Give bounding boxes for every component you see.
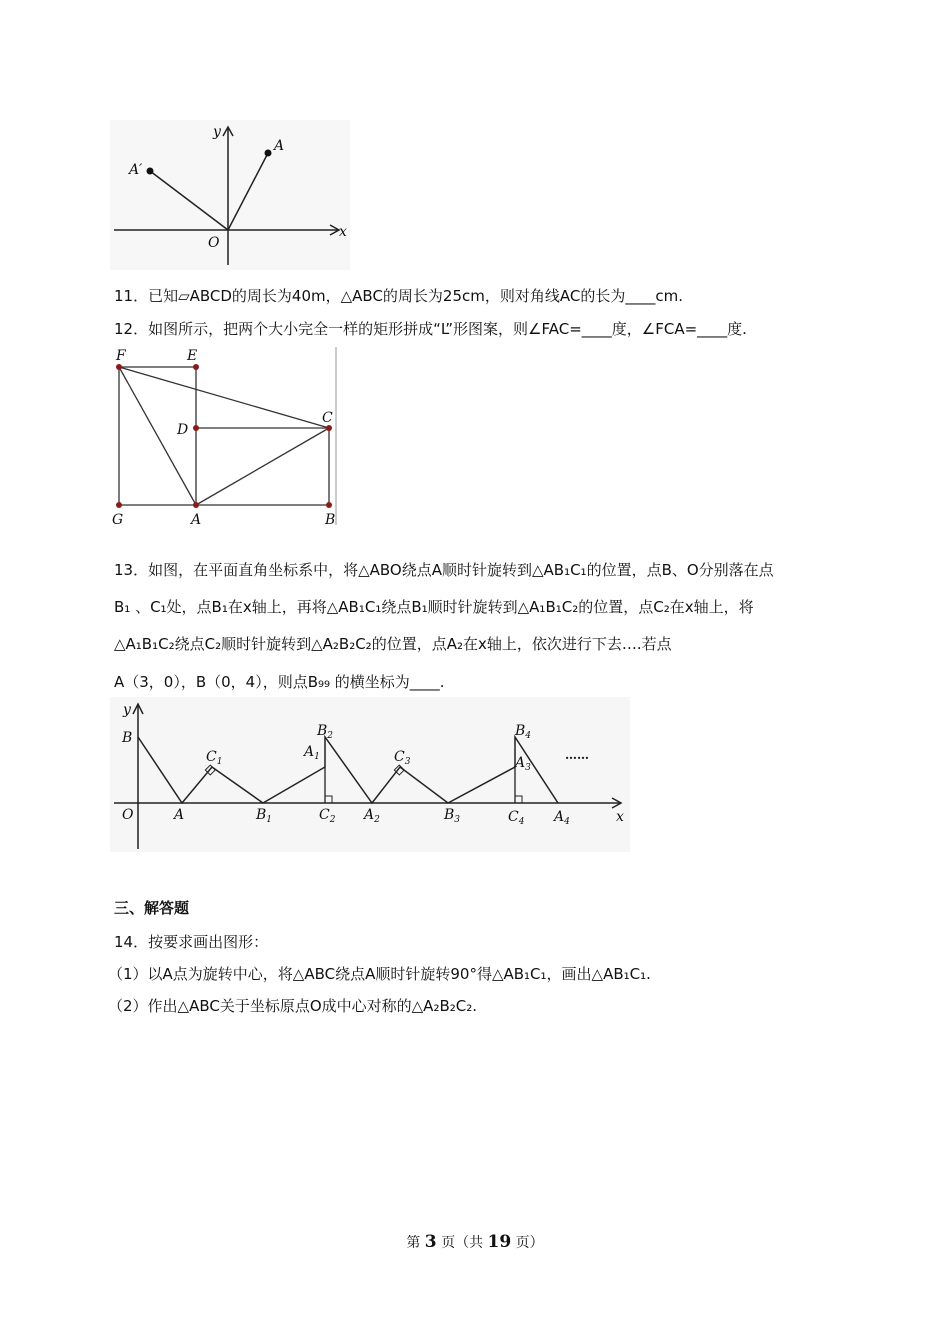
label-c: C: [322, 410, 333, 426]
label-a3: $A_3$: [515, 755, 531, 773]
point-g: [116, 502, 122, 508]
footer-total-pages: 19: [487, 1232, 512, 1252]
label-b1: $B_1$: [256, 807, 273, 825]
label-x: x: [339, 224, 347, 240]
label-g: G: [112, 512, 124, 528]
label-y: y: [213, 124, 221, 140]
label-a-prime: A′: [129, 162, 143, 178]
label-f: F: [116, 348, 126, 364]
label-a1: $A_1$: [304, 744, 320, 762]
label-b4: $B_4$: [515, 723, 532, 741]
section-3-title: 三、解答题: [114, 899, 190, 917]
footer-middle: 页（共: [441, 1235, 484, 1251]
label-b: B: [122, 730, 133, 746]
figure-background: [110, 697, 630, 852]
point-d: [193, 425, 199, 431]
figure-q10: [110, 120, 350, 270]
point-a-prime: [147, 168, 154, 175]
label-o: O: [208, 235, 220, 251]
label-c1: $C_1$: [206, 749, 223, 767]
page-footer: [0, 1232, 950, 1252]
label-c3: $C_3$: [394, 749, 411, 767]
label-o: O: [122, 807, 134, 823]
segment-ac: [196, 428, 329, 505]
point-a: [265, 150, 272, 157]
label-a: A: [174, 807, 185, 823]
point-e: [193, 364, 199, 370]
question-11: 11．已知▱ABCD的周长为40m，△ABC的周长为25cm，则对角线AC的长为____cm.: [114, 287, 683, 305]
label-e: E: [187, 348, 198, 364]
question-13-line-1: 13．如图，在平面直角坐标系中，将△ABO绕点A顺时针旋转到△AB₁C₁的位置，点B、O分别落在点: [114, 561, 774, 579]
label-c4: $C_4$: [508, 809, 525, 827]
label-ellipsis: ……: [565, 748, 589, 762]
question-14-part-1: （1）以A点为旋转中心，将△ABC绕点A顺时针旋转90°得△AB₁C₁，画出△AB₁C₁.: [108, 965, 651, 983]
footer-prefix: 第: [406, 1235, 421, 1251]
footer-suffix: 页）: [515, 1235, 544, 1251]
label-a: A: [191, 512, 202, 528]
label-b: B: [325, 512, 336, 528]
label-a: A: [274, 138, 285, 154]
point-f: [116, 364, 122, 370]
label-c2: $C_2$: [319, 807, 336, 825]
label-a2: $A_2$: [364, 807, 380, 825]
figure-q13: [110, 697, 630, 852]
question-14-title: 14．按要求画出图形：: [114, 933, 269, 951]
label-b3: $B_3$: [444, 807, 461, 825]
label-a4: $A_4$: [554, 809, 570, 827]
segment-fc: [119, 367, 329, 428]
point-b: [326, 502, 332, 508]
label-x: x: [616, 809, 624, 825]
figure-background: [110, 120, 350, 270]
question-13-line-4: A（3，0），B（0，4），则点B₉₉ 的横坐标为____.: [114, 673, 445, 691]
question-13-line-3: △A₁B₁C₂绕点C₂顺时针旋转到△A₂B₂C₂的位置，点A₂在x轴上，依次进行下去….若点: [114, 635, 672, 653]
label-d: D: [177, 422, 189, 438]
label-b2: $B_2$: [317, 723, 334, 741]
footer-page-number: 3: [424, 1232, 437, 1252]
label-y: y: [123, 702, 131, 718]
question-13-line-2: B₁ 、C₁处，点B₁在x轴上，再将△AB₁C₁绕点B₁顺时针旋转到△A₁B₁C₂的位置，点C₂在x轴上，将: [114, 598, 754, 616]
point-a: [193, 502, 199, 508]
figure-q12: [110, 345, 340, 530]
question-12: 12．如图所示，把两个大小完全一样的矩形拼成“L”形图案，则∠FAC=____度，∠FCA=____度.: [114, 320, 747, 338]
question-14-part-2: （2）作出△ABC关于坐标原点O成中心对称的△A₂B₂C₂.: [108, 997, 478, 1015]
